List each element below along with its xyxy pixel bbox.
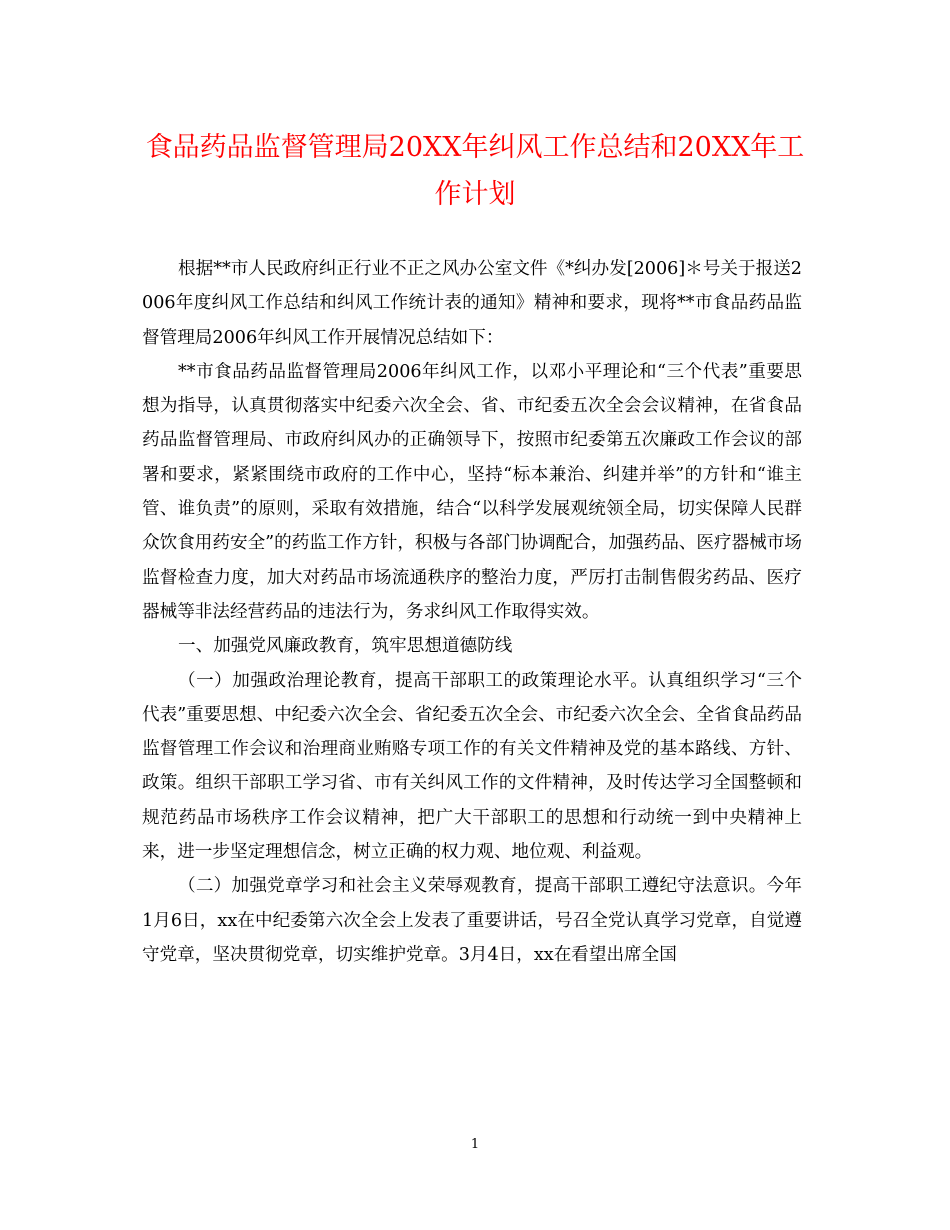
paragraph-intro: 根据**市人民政府纠正行业不正之风办公室文件《*纠办发[2006]＊号关于报送2006年度纠风工作总结和纠风工作统计表的通知》精神和要求，现将**市食品药品监督管理局2006年纠风工作开展情况总结如下： [142, 259, 802, 348]
paragraph-political-education: （一）加强政治理论教育，提高干部职工的政策理论水平。认真组织学习“三个代表”重要思想、中纪委六次全会、省纪委五次全会、市纪委六次全会、全省食品药品监督管理工作会议和治理商业贿赂专项工作的有关文件精神及党的基本路线、方针、政策。组织干部职工学习省、市有关纠风工作的文件精神，及时传达学习全国整顿和规范药品市场秩序工作会议精神，把广大干部职工的思想和行动统一到中央精神上来，进一步坚定理想信念，树立正确的权力观、地位观、利益观。 [142, 670, 802, 863]
document-body [142, 252, 802, 972]
document-title: 食品药品监督管理局20XX年纠风工作总结和20XX年工作计划 [145, 132, 805, 210]
paragraph-party-constitution: （二）加强党章学习和社会主义荣辱观教育，提高干部职工遵纪守法意识。今年1月6日，xx在中纪委第六次全会上发表了重要讲话，号召全党认真学习党章，自觉遵守党章，坚决贯彻党章，切实维护党章。3月4日，xx在看望出席全国 [142, 876, 802, 965]
page-number: 1 [470, 1137, 480, 1152]
section-heading-1: 一、加强党风廉政教育，筑牢思想道德防线 [178, 636, 513, 657]
paragraph-summary: **市食品药品监督管理局2006年纠风工作，以邓小平理论和“三个代表”重要思想为指导，认真贯彻落实中纪委六次全会、省、市纪委五次全会会议精神，在省食品药品监督管理局、市政府纠风办的正确领导下，按照市纪委第五次廉政工作会议的部署和要求，紧紧围绕市政府的工作中心，坚持“标本兼治、纠建并举”的方针和“谁主管、谁负责”的原则，采取有效措施，结合“以科学发展观统领全局，切实保障人民群众饮食用药安全”的药监工作方针，积极与各部门协调配合，加强药品、医疗器械市场监督检查力度，加大对药品市场流通秩序的整治力度，严厉打击制售假劣药品、医疗器械等非法经营药品的违法行为，务求纠风工作取得实效。 [142, 361, 802, 622]
